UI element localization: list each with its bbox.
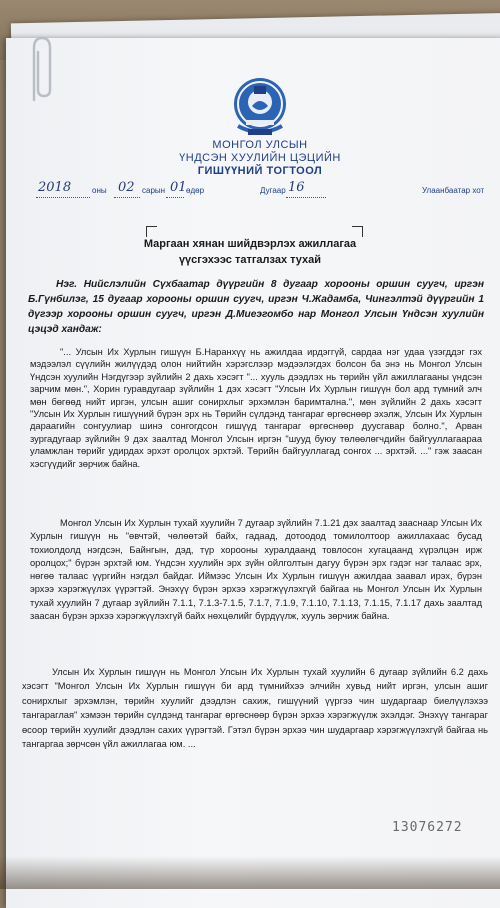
issuer-header [150,139,370,178]
header-line-court: ҮНДСЭН ХУУЛИЙН ЦЭЦИЙН [179,152,341,164]
bottom-shadow [0,856,500,889]
body-paragraph-1: Монгол Улсын Их Хурлын тухай хуулийн 7 дугаар зүйлийн 7.1.21 дэх заалтад зааснаар Улсын Их Хурлын гишүүн нь "өвчтэй, чөлөөтэй байх, гадаад, дотоодод томилолтоор ажиллахаас бусад тохиолдолд нэгдсэн, Байнгын, дэд, түр хорооны хуралдаанд товлосон хугацаанд хүрэлцэн ирж оролцох;" бүрэн эрхтэй юм. Үндсэн хуулийн эрх зүйн ойлголтын дагуу бүрэн эрх гэдэг нэг талаас эрх, нөгөө талаас үүргийн нэгдэл байдаг. Иймээс Улсын Их Хурлын гишүүн ажилдаа заавал ирэх, бүрэн эрхээ хэрэгжүүлэх үүрэгтэй. Энэхүү бүрэн эрхээ хэрэгжүүлэхгүй байгаа нь Монгол Улсын Их Хурлын тухай хуулийн 7 дугаар зүйлийн 7.1.1, 7.1.3-7.1.5, 7.1.7, 7.1.9, 7.1.10, 7.1.13, 7.1.15, 7.1.17 дахь заалтад заасан бүрэн эрхээ хэрэгжүүлэхгүй байх нөхцөлийг бүрдүүлж, хууль зөрчиж байна. [30,518,482,622]
intro-paragraph: Нэг. Нийслэлийн Сүхбаатар дүүргийн 8 дугаар хорооны оршин суугч, иргэн Б.Гүнбилэг, 15 дугаар хорооны оршин суугч, иргэн Ч.Жадамба, Чингэлтэй дүүргийн 1 дүгээр хорооны оршин суугч, иргэн Д.Миеэгомбо нар Монгол Улсын Үндсэн хуулийн цэцэд хандаж: [28,279,484,335]
registration-number-stamp: 13076272 [392,820,463,835]
date-year: 2018 [38,180,72,195]
paperclip-icon [24,34,54,104]
header-line-resolution: ГИШҮҮНИЙ ТОГТООЛ [197,165,323,177]
body-paragraph-2: Улсын Их Хурлын гишүүн нь Монгол Улсын Их Хурлын тухай хуулийн 6 дугаар зүйлийн 6.2 дахь хэсэгт "Монгол Улсын Их Хурлын гишүүн би ард түмнийхээ элчийн хувьд нийт иргэн, улсын ашиг сонирхлыг эрхэмлэн, төрийн хуулийг дээдлэн сахиж, гишүүний үүргээ чин шударгаар биелүүлэхээ тангараглая" хэмээн төрийн сүлдэнд тангараг өргөснөөр бүрэн эрхээ хэрэгжүүлж эхэлдэг. Энэхүү тангараг өсоор төрийн хуулийг дээдлэн сахих үүрэгтэй. Гэтэл бүрэн эрхээ чин шударгаар хэрэгжүүлэхгүй байгаа нь тангаргаа зөрчсөн үйл ажиллагаа юм. ... [22,667,488,750]
date-number-line [30,180,490,204]
date-day-suffix: өдөр [186,186,205,195]
city-label: Улаанбаатар хот [422,186,485,195]
date-month-suffix: сарын [142,186,166,195]
header-line-country: МОНГОЛ УЛСЫН [212,139,308,151]
date-year-suffix: оны [92,186,107,195]
number-label: Дугаар [260,186,286,195]
date-day: 01 [170,180,187,195]
title-line-2: үүсгэхээс татгалзах тухай [178,254,322,266]
document-title [60,236,440,268]
date-month: 02 [118,180,135,195]
state-emblem-icon [232,76,288,138]
petition-quote-paragraph: "... Улсын Их Хурлын гишүүн Б.Наранхүү нь ажилдаа ирдэггүй, сардаа нэг удаа үзэгддэг гэх мэдээлэл сүүлийн жилүүдэд олон нийтийн хэрэгслээр мэдээлэгдэх болсон ба энэ нь Монгол Улсын Үндсэн хуулийн Нэгдүгээр зүйлийн 2 дахь хэсэгт "... хууль дээдлэх нь төрийн үйл ажиллагааны үндсэн зарчим мөн.", Хорин гуравдугаар зүйлийн 1 дэх хэсэгт "Улсын Их Хурлын гишүүн бол ард түмний элч мөн бөгөөд нийт иргэн, улсын ашиг сонирхлыг эрхэмлэн баримтална.", мөн зүйлийн 2 дахь хэсэгт "Улсын Их Хурлын гишүүний бүрэн эрх нь Төрийн сүлдэнд тангараг өргөснөөр эхэлж, Улсын Их Хурлын дараагийн сонгуулиар шинэ сонгогдсон гишүүд тангараг өргөснөөр дуусгавар болно.", Арван зургадугаар зүйлийн 9 дэх заалтад Монгол Улсын иргэн "шууд буюу төлөөлөгчдийн байгууллагаараа уламжлан төрийг удирдах эрхэт оролцох эрхтэй. Төрийн байгууллагад сонгох ... эрхтэй. ..." гэж заасан хэсгүүдийг зөрчиж байна. [30,347,482,469]
title-line-1: Маргаан хянан шийдвэрлэх ажиллагаа [143,238,357,250]
resolution-number: 16 [288,180,305,195]
